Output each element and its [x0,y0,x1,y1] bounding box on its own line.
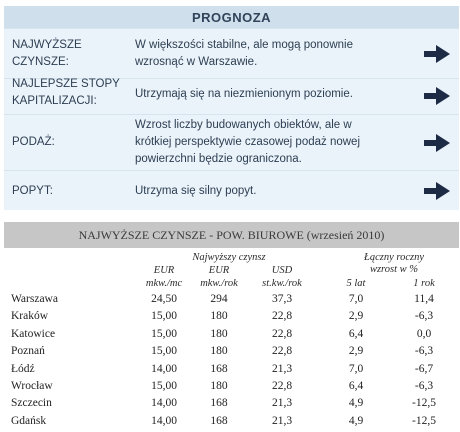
table-cell: 294 [210,293,228,305]
table-cell: -6,3 [414,345,434,358]
table-cell: 168 [210,397,228,410]
arrow-right-icon [424,134,450,152]
col-header-bottom: 5 lat [346,278,366,289]
label-line: NAJLEPSZE STOPY [12,78,120,90]
table-cell: 4,9 [348,414,364,427]
city-name: Gdańsk [11,414,47,427]
table-cell: 180 [210,310,228,323]
table-cell: 14,00 [151,362,177,375]
col-header-top: EUR [208,265,230,276]
table-row [4,396,459,414]
table-cell: 180 [210,380,228,392]
table-cell: 15,00 [151,345,177,358]
text-line: W większości stabilne, ale mogą ponownie [135,39,353,51]
table-cell: 22,8 [271,345,293,358]
prognoza-row-label [12,183,53,200]
city-name: Warszawa [11,293,58,305]
group-header-rent: Najwyższy czynsz [192,252,266,263]
city-name: Kraków [11,310,49,323]
table-cell: 37,3 [271,293,293,305]
table-cell: 24,50 [151,293,177,305]
table-cell: 2,9 [348,345,364,358]
table-cell: 0,0 [416,327,432,340]
table-row [4,362,459,380]
table-row [4,309,459,327]
col-header-bottom: 1 rok [413,278,435,289]
col-header-bottom: st.kw./rok [262,278,302,289]
table-cell: 7,0 [348,293,364,305]
table-cell: -6,7 [414,362,434,375]
prognoza-row-yields [4,78,459,115]
text-line: powierzchni będzie ograniczona. [135,153,302,165]
table-cell: 22,8 [271,310,293,323]
prognoza-row-text [135,117,405,168]
city-name: Szczecin [11,397,52,410]
prognoza-row-label [12,37,82,71]
prognoza-panel [4,6,459,210]
table-cell: 21,3 [271,362,293,375]
table-row [4,414,459,432]
label-line: CZYNSZE: [12,56,69,68]
table-cell: -6,3 [414,310,434,323]
city-name: Łódź [11,362,35,375]
table-cell: 2,9 [348,310,364,323]
table-cell: 180 [210,327,228,340]
table-cell: -6,3 [414,380,434,392]
prognoza-row-text [135,183,405,200]
group-header-growth-2: wzrost w % [369,264,419,275]
table-cell: 14,00 [151,414,177,427]
prognoza-row-supply [4,114,459,171]
prognoza-row-text [135,37,405,71]
table-cell: 21,3 [271,397,293,410]
table-cell: 4,9 [348,397,364,410]
table-cell: 168 [210,414,228,427]
text-line: Utrzyma się silny popyt. [135,185,257,197]
table-row [4,344,459,362]
col-header-bottom: mkw./rok [200,278,238,289]
table-cell: -12,5 [412,397,436,410]
table-cell: 15,00 [151,310,177,323]
col-header-top: USD [271,265,293,276]
col-header-top: EUR [153,265,175,276]
prognoza-row-label [12,134,55,151]
prognoza-row-rents [4,28,459,79]
city-name: Poznań [11,345,45,358]
arrow-right-icon [424,45,450,63]
label-line: PODAŻ: [12,136,55,148]
table-cell: 7,0 [348,362,364,375]
arrow-right-icon [424,182,450,200]
label-line: NAJWYŻSZE [12,39,82,51]
table-cell: 22,8 [271,327,293,340]
table-row [4,292,459,310]
table-cell: 15,00 [151,380,177,392]
table-cell: 11,4 [414,293,434,305]
prognoza-title: PROGNOZA [4,6,459,28]
table-cell: 21,3 [271,414,293,427]
table-cell: 168 [210,362,228,375]
text-line: krótkiej perspektywie czasowej podaż nowej [135,136,360,148]
table-cell: 180 [210,345,228,358]
label-line: POPYT: [12,185,53,197]
table-title: NAJWYŻSZE CZYNSZE - POW. BIUROWE (wrzesień 2010) [4,222,459,248]
col-header-bottom: mkw./mc [145,278,183,289]
label-line: KAPITALIZACJI: [12,95,97,107]
city-name: Katowice [11,327,56,340]
table-cell: 6,4 [348,380,364,392]
table-cell: 15,00 [151,327,177,340]
table-cell: -12,5 [412,414,436,427]
table-body [4,248,459,431]
rents-table [4,222,459,431]
table-row [4,327,459,345]
prognoza-row-text [135,86,405,103]
prognoza-row-label [12,76,120,110]
text-line: Wzrost liczby budowanych obiektów, ale w [135,119,352,131]
table-cell: 22,8 [271,380,293,392]
table-row [4,379,459,397]
text-line: Utrzymają się na niezmienionym poziomie. [135,88,353,100]
table-cell: 14,00 [151,397,177,410]
arrow-right-icon [424,87,450,105]
city-name: Wrocław [11,380,53,392]
text-line: wzrosnąć w Warszawie. [135,56,258,68]
group-header-growth-1: Łączny roczny [364,252,424,263]
table-cell: 6,4 [348,327,364,340]
prognoza-row-demand [4,170,459,211]
